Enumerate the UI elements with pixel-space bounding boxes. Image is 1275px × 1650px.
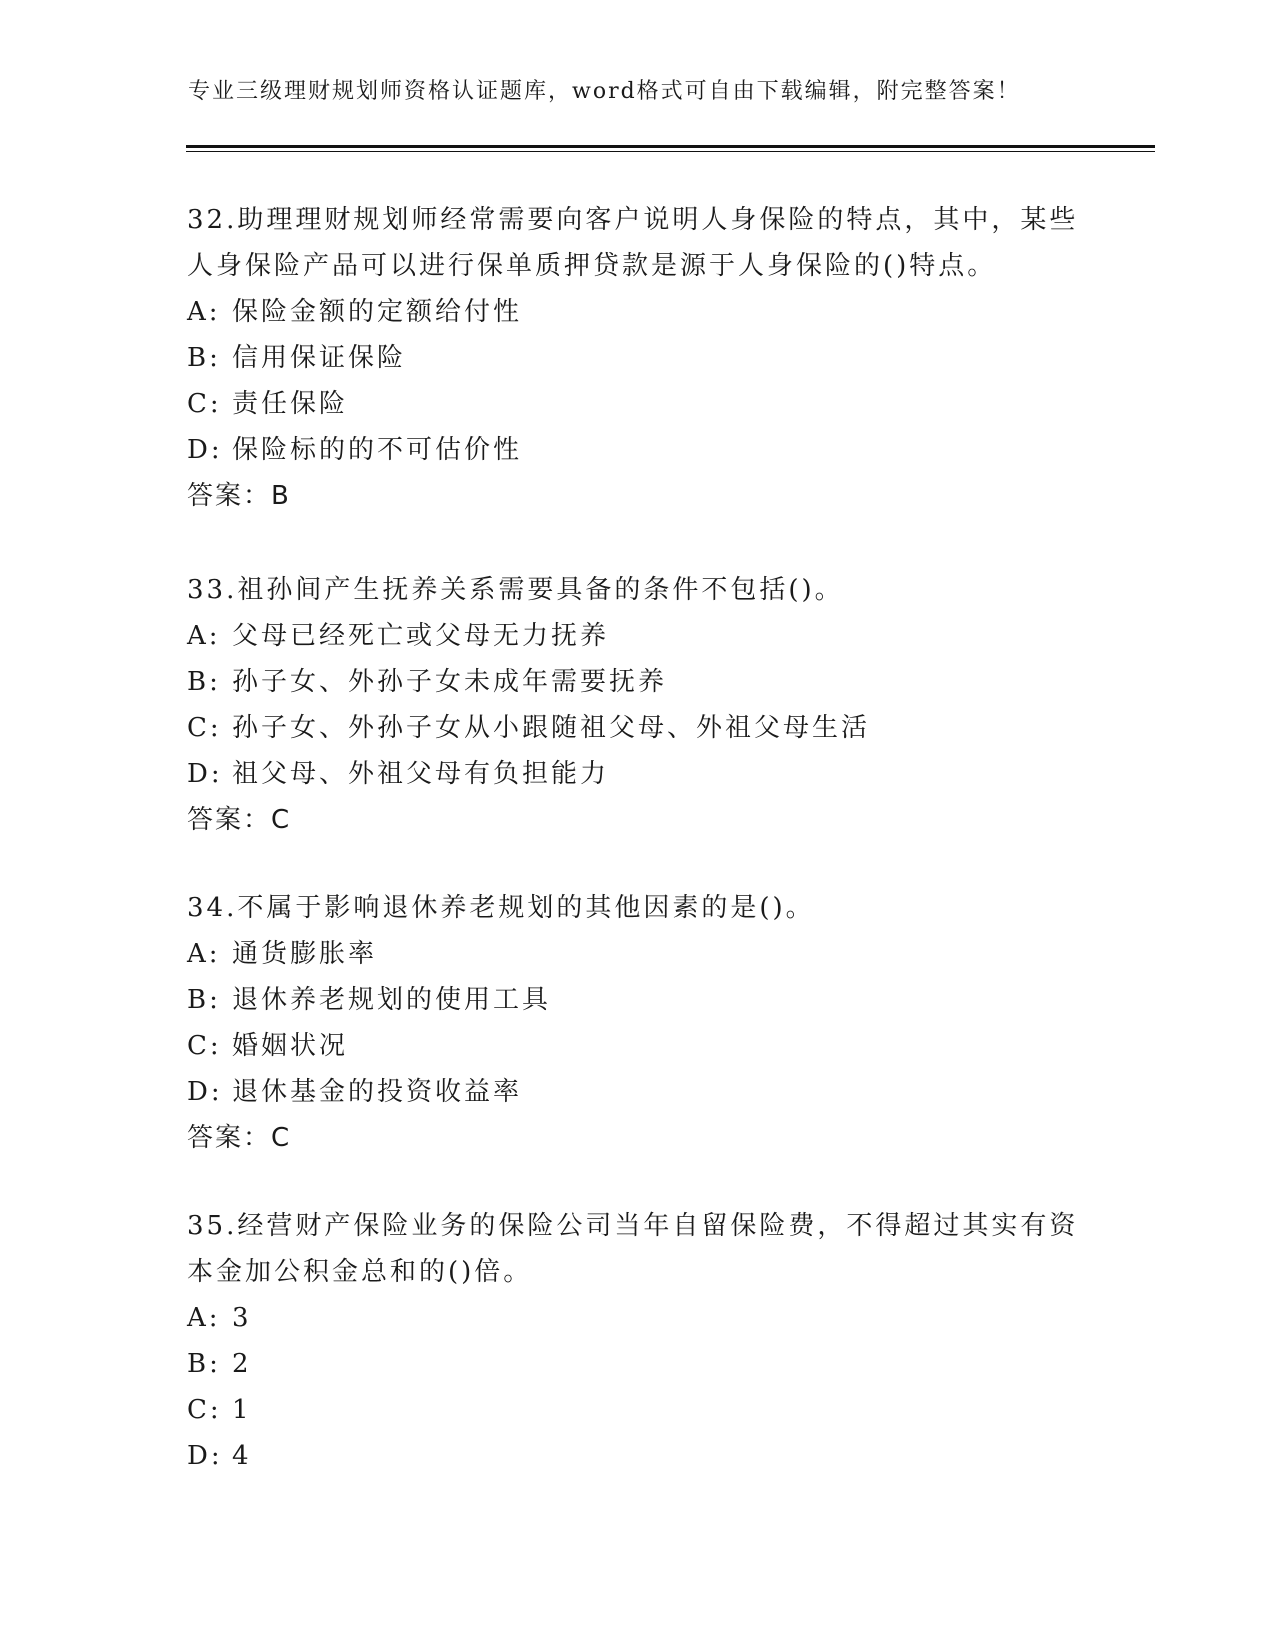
option-d — [187, 1433, 1087, 1479]
option-key: B: — [187, 667, 221, 697]
option-text: 1 — [232, 1395, 252, 1425]
question-34 — [187, 885, 1087, 1161]
option-key: B: — [187, 985, 221, 1015]
option-key: C: — [187, 1031, 222, 1061]
option-a — [187, 1295, 1087, 1341]
option-b — [187, 659, 1087, 705]
header-rule-thick — [186, 145, 1155, 148]
option-key: D: — [187, 1077, 223, 1107]
option-b — [187, 977, 1087, 1023]
option-key: B: — [187, 343, 221, 373]
option-text: 父母已经死亡或父母无力抚养 — [232, 621, 610, 651]
option-c — [187, 705, 1087, 751]
page-header: 专业三级理财规划师资格认证题库，word格式可自由下载编辑，附完整答案！ — [188, 79, 1021, 104]
option-c — [187, 1023, 1087, 1069]
option-text: 退休养老规划的使用工具 — [232, 985, 552, 1015]
option-a — [187, 931, 1087, 977]
option-d — [187, 751, 1087, 797]
question-stem: 35.经营财产保险业务的保险公司当年自留保险费，不得超过其实有资本金加公积金总和的()倍。 — [187, 1211, 1079, 1287]
option-text: 祖父母、外祖父母有负担能力 — [232, 759, 610, 789]
option-text: 责任保险 — [232, 389, 349, 419]
option-text: 退休基金的投资收益率 — [232, 1077, 523, 1107]
option-c — [187, 1387, 1087, 1433]
option-key: C: — [187, 713, 222, 743]
option-key: A: — [187, 1303, 221, 1333]
option-text: 3 — [232, 1303, 252, 1333]
option-b — [187, 335, 1087, 381]
option-a — [187, 289, 1087, 335]
answer: 答案：C — [187, 805, 292, 835]
question-stem: 32.助理理财规划师经常需要向客户说明人身保险的特点，其中，某些人身保险产品可以进行保单质押贷款是源于人身保险的()特点。 — [187, 205, 1079, 281]
option-text: 孙子女、外孙子女未成年需要抚养 — [232, 667, 668, 697]
option-key: D: — [187, 1441, 223, 1471]
header-rule-thin — [186, 151, 1155, 152]
option-text: 信用保证保险 — [232, 343, 407, 373]
question-stem: 33.祖孙间产生抚养关系需要具备的条件不包括()。 — [187, 575, 844, 605]
option-key: A: — [187, 297, 221, 327]
answer: 答案：C — [187, 1123, 292, 1153]
option-b — [187, 1341, 1087, 1387]
option-text: 保险金额的定额给付性 — [232, 297, 523, 327]
option-key: D: — [187, 435, 223, 465]
option-text: 2 — [232, 1349, 252, 1379]
option-key: A: — [187, 621, 221, 651]
question-stem: 34.不属于影响退休养老规划的其他因素的是()。 — [187, 893, 815, 923]
option-c — [187, 381, 1087, 427]
option-key: C: — [187, 389, 222, 419]
answer: 答案：B — [187, 481, 291, 511]
option-d — [187, 427, 1087, 473]
option-a — [187, 613, 1087, 659]
option-key: B: — [187, 1349, 221, 1379]
question-35 — [187, 1203, 1087, 1479]
option-text: 孙子女、外孙子女从小跟随祖父母、外祖父母生活 — [232, 713, 871, 743]
question-32 — [187, 197, 1087, 519]
option-d — [187, 1069, 1087, 1115]
option-text: 保险标的的不可估价性 — [232, 435, 523, 465]
option-key: A: — [187, 939, 221, 969]
option-text: 通货膨胀率 — [232, 939, 378, 969]
option-text: 4 — [232, 1441, 252, 1471]
option-key: D: — [187, 759, 223, 789]
option-text: 婚姻状况 — [232, 1031, 349, 1061]
option-key: C: — [187, 1395, 222, 1425]
question-33 — [187, 567, 1087, 843]
